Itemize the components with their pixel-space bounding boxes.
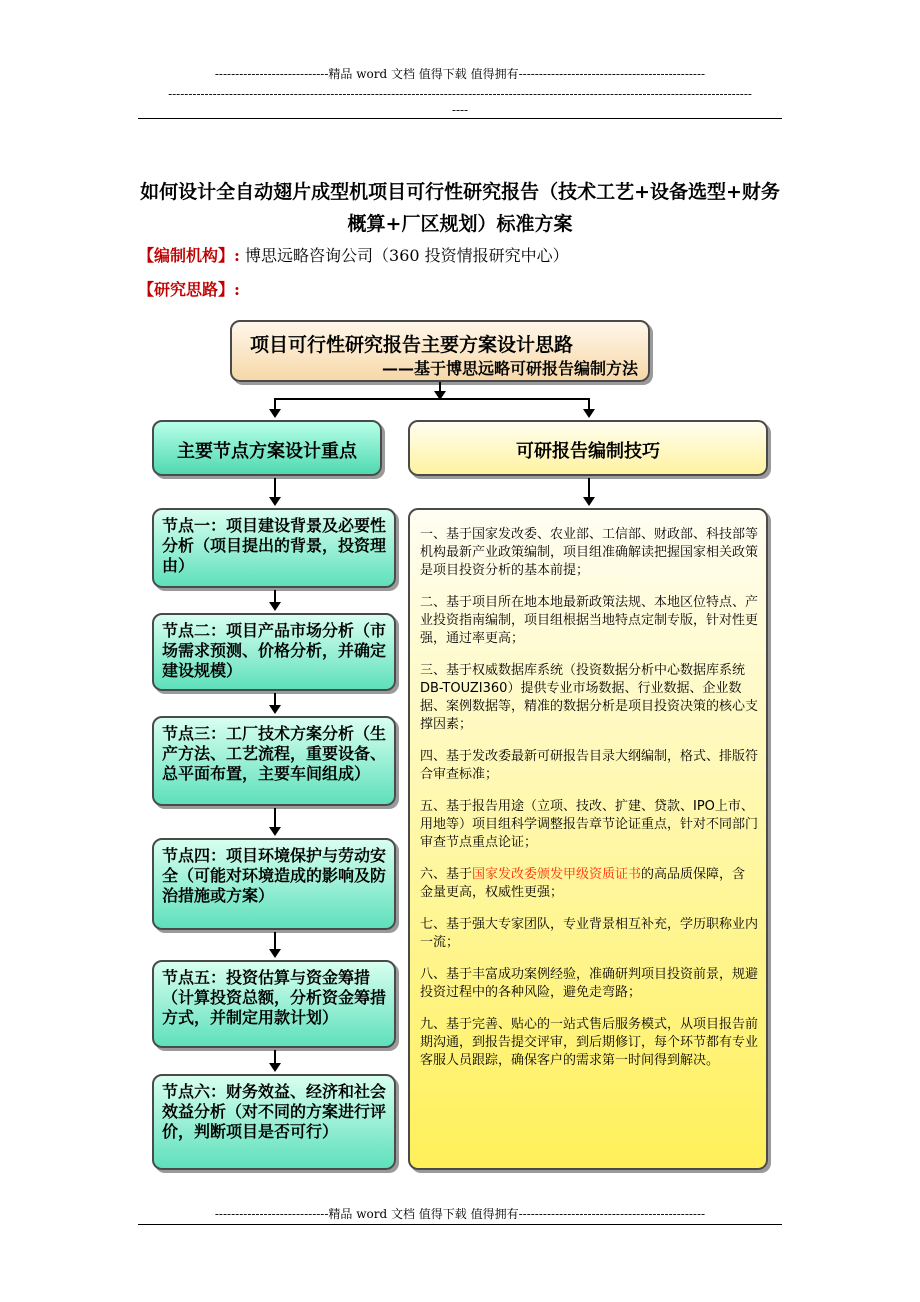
nodes-header: 主要节点方案设计重点 (177, 441, 357, 462)
node-text: 节点一：项目建设背景及必要性分析（项目提出的背景，投资理由） (162, 516, 387, 575)
arrow-down (274, 478, 276, 504)
node-text: 节点六：财务效益、经济和社会效益分析（对不同的方案进行评价，判断项目是否可行） (162, 1082, 387, 1141)
node-2 (152, 613, 396, 691)
flow-diagram (140, 308, 780, 1188)
arrow-down (274, 1050, 276, 1070)
header-dash-tail: ---- (451, 103, 469, 117)
tip-8: 八、基于丰富成功案例经验，准确研判项目投资前景，规避投资过程中的各种风险，避免走弯路； (420, 967, 759, 1000)
idea-label: 【研究思路】: (138, 280, 240, 299)
arrow-down (274, 590, 276, 609)
tip-1: 一、基于国家发改委、农业部、工信部、财政部、科技部等机构最新产业政策编制，项目组准确解读把握国家相关政策是项目投资分析的基本前提； (420, 527, 759, 578)
tip-3: 三、基于权威数据库系统（投资数据分析中心数据库系统DB-TOUZI360）提供专业市场数据、行业数据、企业数据、案例数据等，精准的数据分析是项目投资决策的核心支撑因素； (420, 663, 759, 732)
footer-decoration-line: ----------------------------精品 word 文档 值得下载 值得拥有---------------------------------------------- (214, 1207, 706, 1221)
footer-rule (138, 1224, 782, 1225)
arrow-down (588, 478, 590, 504)
node-text: 节点四：项目环境保护与劳动安全（可能对环境造成的影响及防治措施或方案） (162, 846, 387, 905)
tip-9: 九、基于完善、贴心的一站式售后服务模式，从项目报告前期沟通，到报告提交评审，到后期修订，每个环节都有专业客服人员跟踪，确保客户的需求第一时间得到解决。 (420, 1017, 759, 1068)
org-label: 【编制机构】: (138, 246, 240, 265)
arrow-down (274, 398, 276, 416)
nodes-header-box (152, 420, 382, 476)
node-5 (152, 960, 396, 1048)
tip-5: 五、基于报告用途（立项、技改、扩建、贷款、IPO上市、用地等）项目组科学调整报告章节论证重点，针对不同部门审查节点重点论证； (420, 799, 759, 850)
diagram-title-box (230, 320, 650, 382)
tip-6 (420, 866, 758, 902)
tips-box (408, 508, 768, 1170)
node-4 (152, 838, 396, 930)
diagram-title: 项目可行性研究报告主要方案设计思路 (250, 334, 574, 356)
node-text: 节点二：项目产品市场分析（市场需求预测、价格分析，并确定建设规模） (162, 621, 387, 680)
arrow-down (274, 693, 276, 712)
org-value: 博思远略咨询公司（360 投资情报研究中心） (245, 246, 569, 265)
tips-header: 可研报告编制技巧 (516, 441, 660, 462)
connector-line (274, 398, 590, 400)
tip-6-suffix: 的高品质保障，含金量更高，权威性更强； (420, 867, 746, 900)
node-6 (152, 1074, 396, 1170)
node-text: 节点五：投资估算与资金筹措（计算投资总额，分析资金筹措方式，并制定用款计划） (162, 968, 387, 1027)
arrow-down (588, 398, 590, 416)
tip-2: 二、基于项目所在地本地最新政策法规、本地区位特点、产业投资指南编制，项目组根据当地特点定制专版，针对性更强，通过率更高； (420, 595, 759, 646)
header-rule (138, 118, 782, 119)
tips-header-box (408, 420, 768, 476)
header-dash-line: ------------------------------------------------------------------------------------------------------------------------------------------------ (168, 87, 752, 101)
arrow-down (274, 932, 276, 956)
node-1 (152, 508, 396, 588)
arrow-down (274, 808, 276, 834)
tip-7: 七、基于强大专家团队，专业背景相互补充，学历职称业内一流； (420, 917, 759, 950)
node-text: 节点三：工厂技术方案分析（生产方法、工艺流程，重要设备、总平面布置，主要车间组成） (162, 724, 387, 783)
org-line (138, 245, 569, 267)
tip-6-highlight: 国家发改委颁发甲级资质证书 (472, 867, 642, 882)
document-title: 如何设计全自动翅片成型机项目可行性研究报告（技术工艺+设备选型+财务概算+厂区规划）标准方案 (140, 181, 780, 235)
header-decoration-line: ----------------------------精品 word 文档 值得下载 值得拥有---------------------------------------------- (214, 67, 706, 81)
node-3 (152, 716, 396, 806)
idea-line (138, 279, 240, 301)
tip-4: 四、基于发改委最新可研报告目录大纲编制，格式、排版符合审查标准； (420, 749, 759, 782)
diagram-subtitle: ——基于博思远略可研报告编制方法 (381, 359, 638, 378)
tip-6-prefix: 六、基于 (420, 867, 473, 882)
connector-line (439, 382, 441, 398)
